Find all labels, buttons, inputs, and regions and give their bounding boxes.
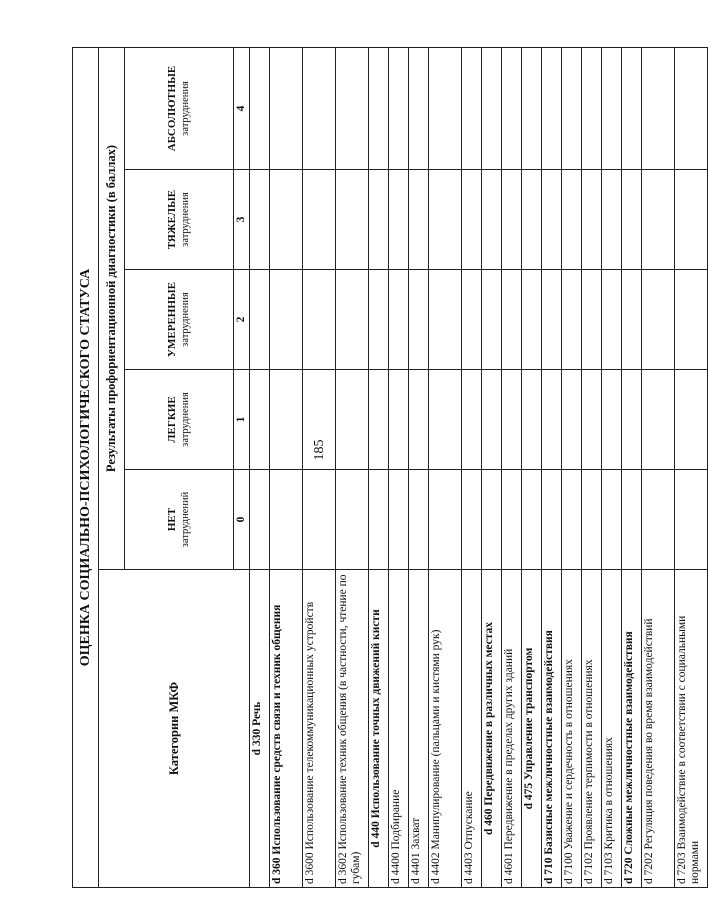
category-rows [250,48,708,888]
category-label: d 7203 Взаимодействие в соответствии с социальными нормами [675,570,708,888]
score-cell[interactable] [250,270,270,370]
score-cell[interactable] [409,48,429,170]
score-cell[interactable] [270,370,303,470]
category-label: d 460 Передвижение в различных местах [482,570,502,888]
score-cell[interactable] [482,470,502,570]
score-cell[interactable] [369,370,389,470]
column-header [125,470,234,570]
table-row [642,48,675,888]
category-label: d 330 Речь [250,570,270,888]
table-row [622,48,642,888]
category-label: d 440 Использование точных движений кисти [369,570,389,888]
column-title: НЕТ [166,507,178,532]
score-cell[interactable] [369,48,389,170]
column-header [125,48,234,170]
score-cell[interactable] [270,270,303,370]
score-cell[interactable] [270,48,303,170]
category-label: d 475 Управление транспортом [522,570,542,888]
score-cell[interactable] [462,170,482,270]
category-label: d 7202 Регуляция поведения во время взаимодействий [642,570,675,888]
score-cell[interactable] [622,470,642,570]
score-cell[interactable] [389,270,409,370]
table-row [270,48,303,888]
column-title: ЛЕГКИЕ [166,396,178,443]
score-cell[interactable] [369,470,389,570]
category-label: d 710 Базисные межличностные взаимодействия [542,570,562,888]
score-cell[interactable] [389,470,409,570]
score-cell[interactable] [582,170,602,270]
score-cell[interactable] [409,170,429,270]
score-cell[interactable] [336,270,369,370]
category-label: d 3602 Использование техник общения (в частности, чтение по губам) [336,570,369,888]
table-row [522,48,542,888]
score-cell[interactable] [303,470,336,570]
category-label: d 360 Использование средств связи и техник общения [270,570,303,888]
table-row [602,48,622,888]
score-cell[interactable] [602,48,622,170]
score-cell[interactable] [303,370,336,470]
score-cell[interactable] [675,48,708,170]
score-cell[interactable] [270,470,303,570]
column-header [125,370,234,470]
table-row [542,48,562,888]
score-cell[interactable] [502,270,522,370]
score-cell[interactable] [336,48,369,170]
score-cell[interactable] [622,370,642,470]
score-cell[interactable] [542,270,562,370]
score-cell[interactable] [562,470,582,570]
score-cell[interactable] [675,270,708,370]
score-cell[interactable] [522,48,542,170]
score-cell[interactable] [369,170,389,270]
column-header [125,170,234,270]
column-score: 1 [234,370,250,470]
score-cell[interactable] [642,470,675,570]
column-title: ТЯЖЕЛЫЕ [166,189,178,250]
score-cell[interactable] [582,370,602,470]
category-label: d 7100 Уважение и сердечность в отношениях [562,570,582,888]
score-cell[interactable] [602,170,622,270]
score-cell[interactable] [389,370,409,470]
score-cell[interactable] [303,270,336,370]
score-cell[interactable] [250,170,270,270]
score-cell[interactable] [642,270,675,370]
score-cell[interactable] [622,170,642,270]
score-cell[interactable] [542,48,562,170]
column-subtitle: затруднения [180,192,191,247]
score-cell[interactable] [502,170,522,270]
score-cell[interactable] [250,48,270,170]
score-cell[interactable] [482,170,502,270]
score-cell[interactable] [409,470,429,570]
score-cell[interactable] [482,48,502,170]
score-cell[interactable] [429,270,462,370]
score-cell[interactable] [675,170,708,270]
score-cell[interactable] [270,170,303,270]
table-row [462,48,482,888]
table-row [562,48,582,888]
score-cell[interactable] [522,170,542,270]
score-cell[interactable] [462,370,482,470]
column-header [125,270,234,370]
column-subtitle: затруднения [180,292,191,347]
results-header: Результаты профориентационной диагностики (в баллах) [99,48,125,570]
column-score: 2 [234,270,250,370]
score-cell[interactable] [409,370,429,470]
score-cell[interactable] [409,270,429,370]
score-cell[interactable] [582,470,602,570]
score-cell[interactable] [462,470,482,570]
table-row [409,48,429,888]
score-cell[interactable] [542,470,562,570]
score-cell[interactable] [522,470,542,570]
category-header: Категории МКФ [99,570,250,888]
score-cell[interactable] [582,270,602,370]
category-label: d 4403 Отпускание [462,570,482,888]
score-cell[interactable] [522,270,542,370]
category-label: d 4400 Подбирание [389,570,409,888]
score-cell[interactable] [429,170,462,270]
score-cell[interactable] [602,370,622,470]
score-cell[interactable] [642,170,675,270]
table-row [582,48,602,888]
category-label: d 720 Сложные межличностные взаимодействия [622,570,642,888]
score-cell[interactable] [642,370,675,470]
score-cell[interactable] [369,270,389,370]
category-label: d 4601 Передвижение в пределах других зданий [502,570,522,888]
table-row [336,48,369,888]
score-cell[interactable] [336,370,369,470]
score-cell[interactable] [389,170,409,270]
table-row [429,48,462,888]
page-number: 185 [312,439,327,461]
table-row [389,48,409,888]
column-subtitle: затруднения [180,81,191,136]
table-row [369,48,389,888]
score-cell[interactable] [250,370,270,470]
score-cell[interactable] [675,470,708,570]
score-cell[interactable] [562,48,582,170]
score-cell[interactable] [622,48,642,170]
score-cell[interactable] [642,48,675,170]
score-cell[interactable] [502,370,522,470]
column-score: 0 [234,470,250,570]
score-cell[interactable] [482,270,502,370]
score-cell[interactable] [462,270,482,370]
score-cell[interactable] [303,48,336,170]
column-score: 3 [234,170,250,270]
category-label: d 7102 Проявление терпимости в отношениях [582,570,602,888]
score-cell[interactable] [336,470,369,570]
score-cell[interactable] [303,170,336,270]
table-row [303,48,336,888]
score-cell[interactable] [602,270,622,370]
score-cell[interactable] [502,48,522,170]
score-cell[interactable] [502,470,522,570]
score-cell[interactable] [542,170,562,270]
table-row [482,48,502,888]
document-title: ОЦЕНКА СОЦИАЛЬНО-ПСИХОЛОГИЧЕСКОГО СТАТУСА [73,48,99,888]
rotated-page-content [72,48,701,888]
table-row [675,48,708,888]
score-cell[interactable] [622,270,642,370]
score-cell[interactable] [562,270,582,370]
category-label: d 3600 Использование телекоммуникационных устройств [303,570,336,888]
score-cell[interactable] [562,370,582,470]
score-cell[interactable] [522,370,542,470]
score-cell[interactable] [582,48,602,170]
score-cell[interactable] [336,170,369,270]
category-label: d 7103 Критика в отношениях [602,570,622,888]
score-cell[interactable] [562,170,582,270]
score-cell[interactable] [250,470,270,570]
score-cell[interactable] [462,48,482,170]
table-row [250,48,270,888]
score-cell[interactable] [389,48,409,170]
score-cell[interactable] [482,370,502,470]
column-subtitle: затруднений [180,491,191,548]
category-label: d 4402 Манипулирование (пальцами и кистями рук) [429,570,462,888]
table-row [502,48,522,888]
score-cell[interactable] [542,370,562,470]
column-title: УМЕРЕННЫЕ [166,281,178,358]
score-cell[interactable] [602,470,622,570]
category-label: d 4401 Захват [409,570,429,888]
assessment-table [72,47,708,888]
column-score: 4 [234,48,250,170]
score-cell[interactable] [429,370,462,470]
column-subtitle: затруднения [180,392,191,447]
score-cell[interactable] [429,48,462,170]
score-cell[interactable] [429,470,462,570]
column-title: АБСОЛЮТНЫЕ [166,65,178,152]
score-cell[interactable] [675,370,708,470]
